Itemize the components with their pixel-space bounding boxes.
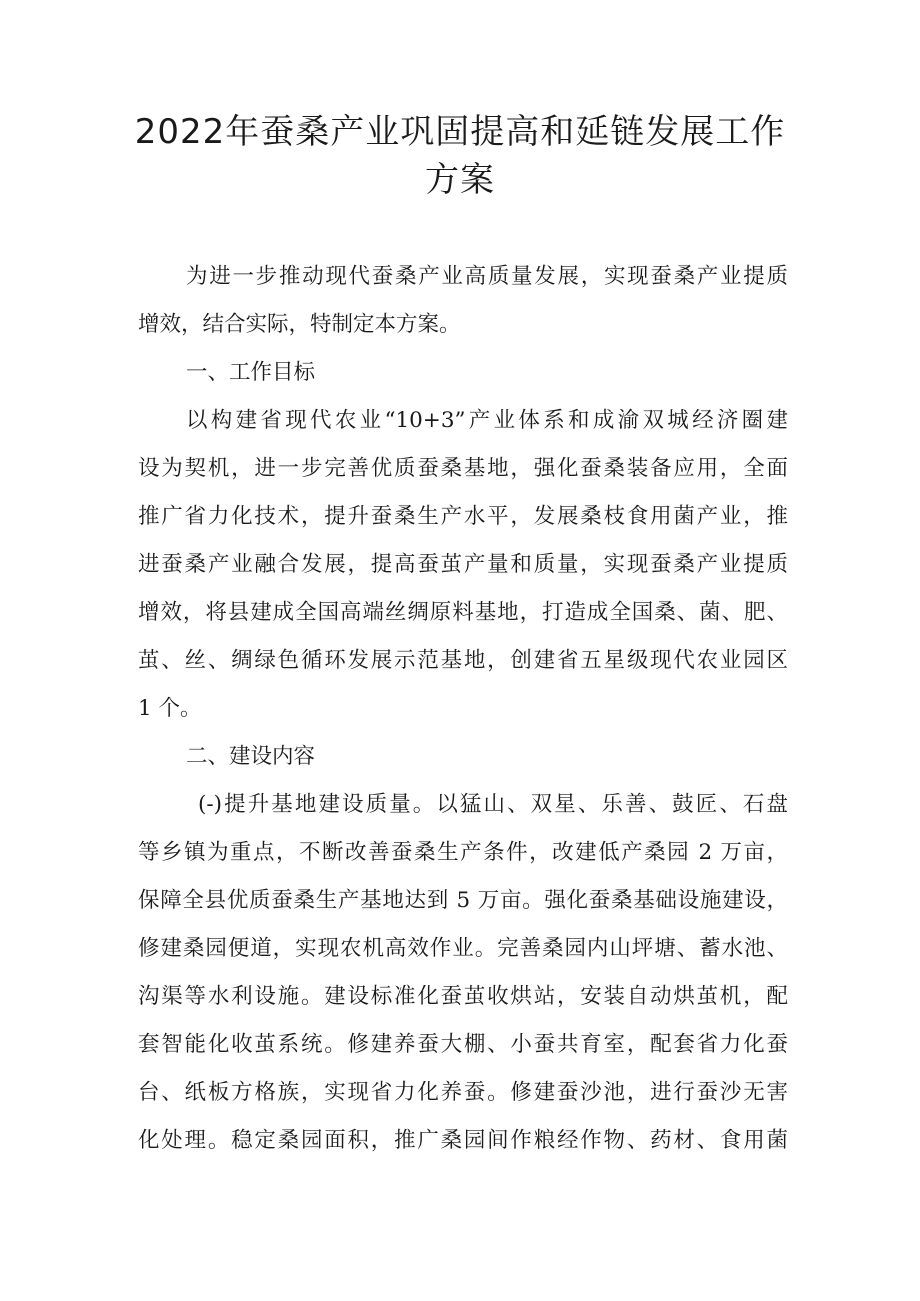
- section-2-line-5: 沟渠等水利设施。建设标准化蚕茧收烘站，安装自动烘茧机，配: [138, 984, 788, 1009]
- section-1-line-1: 以构建省现代农业“10+3”产业体系和成渝双城经济圈建: [186, 408, 788, 433]
- section-2-heading: 二、建设内容: [186, 744, 316, 769]
- section-1-line-2: 设为契机，进一步完善优质蚕桑基地，强化蚕桑装备应用，全面: [138, 456, 788, 481]
- section-2-line-3: 保障全县优质蚕桑生产基地达到 5 万亩。强化蚕桑基础设施建设，: [138, 888, 788, 913]
- section-2-line-2: 等乡镇为重点，不断改善蚕桑生产条件，改建低产桑园 2 万亩，: [138, 840, 788, 865]
- section-1-line-4: 进蚕桑产业融合发展，提高蚕茧产量和质量，实现蚕桑产业提质: [138, 552, 788, 577]
- section-2-line-7: 台、纸板方格族，实现省力化养蚕。修建蚕沙池，进行蚕沙无害: [138, 1080, 788, 1105]
- intro-line-2: 增效，结合实际，特制定本方案。: [138, 312, 461, 337]
- section-1-line-6: 茧、丝、绸绿色循环发展示范基地，创建省五星级现代农业园区: [138, 648, 788, 673]
- section-1-heading: 一、工作目标: [186, 360, 316, 385]
- document-title-line-2: 方案: [425, 160, 495, 200]
- section-2-line-6: 套智能化收茧系统。修建养蚕大棚、小蚕共育室，配套省力化蚕: [138, 1032, 788, 1057]
- section-1-line-3: 推广省力化技术，提升蚕桑生产水平，发展桑枝食用菌产业，推: [138, 504, 788, 529]
- intro-line-1: 为进一步推动现代蚕桑产业高质量发展，实现蚕桑产业提质: [186, 264, 788, 289]
- section-2-line-8: 化处理。稳定桑园面积，推广桑园间作粮经作物、药材、食用菌: [138, 1128, 788, 1153]
- section-1-line-5: 增效，将县建成全国高端丝绸原料基地，打造成全国桑、菌、肥、: [138, 600, 788, 625]
- section-1-line-7: 1 个。: [138, 696, 202, 721]
- section-2-line-1: (-)提升基地建设质量。以猛山、双星、乐善、鼓匠、石盘: [198, 792, 788, 817]
- section-2-line-4: 修建桑园便道，实现农机高效作业。完善桑园内山坪塘、蓄水池、: [138, 936, 788, 961]
- document-title-line-1: 2022年蚕桑产业巩固提高和延链发展工作: [134, 112, 786, 152]
